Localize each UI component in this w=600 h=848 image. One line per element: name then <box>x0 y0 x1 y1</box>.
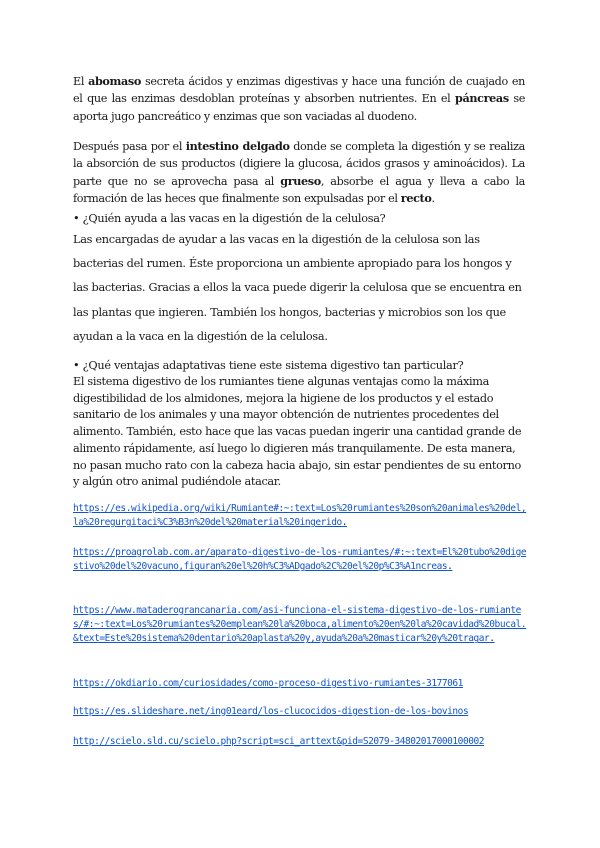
text: Después pasa por el <box>73 140 186 153</box>
link-text[interactable]: https://es.slideshare.net/ing01eard/los-clucocidos-digestion-de-los-bovinos <box>73 706 469 717</box>
link-text[interactable]: https://okdiario.com/curiosidades/como-proceso-digestivo-rumiantes-3177061 <box>73 678 463 689</box>
link-text[interactable]: https://proagrolab.com.ar/aparato-digestivo-de-los-rumiantes/#:~:text=El%20tubo%20digestivo%20del%20vacuno,figuran%20el%20h%C3%ADgado%2C%20el%20p%C3%A1ncreas <box>73 547 527 573</box>
period: . <box>489 633 495 645</box>
text: secreta ácidos y enzimas digestivas y hace una función de cuajado en el que las enzimas desdoblan proteínas y absorben nutrientes. En el <box>73 75 525 106</box>
paragraph-intestino <box>73 138 525 207</box>
period: . <box>447 561 453 573</box>
reference-link-scielo[interactable] <box>73 735 528 749</box>
reference-link-slideshare[interactable] <box>73 705 528 719</box>
bold-term-grueso: grueso <box>280 173 321 188</box>
answer-celulosa: Las encargadas de ayudar a las vacas en la digestión de la celulosa son las bacterias del rumen. Éste proporciona un ambiente apropiado para los hongos y las bacterias. Gracias a ellos la vaca puede digerir la celulosa que se encuentra en las plantas que ingieren. También los hongos, bacterias y microbios son los que ayudan a la vaca en la digestión de la celulosa. <box>73 233 522 343</box>
link-text[interactable]: https://www.mataderograncanaria.com/asi-funciona-el-sistema-digestivo-de-los-rumiantes/#:~:text=Los%20rumiantes%20emplean%20la%20boca,alimento%20en%20la%20cavidad%20bucal.&text=Este%20sistema%20dentario%20aplasta%20y,ayuda%20a%20masticar%20y%20tragar <box>73 605 527 645</box>
answer-ventajas: El sistema digestivo de los rumiantes tiene algunas ventajas como la máxima digestibilidad de los almidones, mejora la higiene de los productos y el estado sanitario de los animales y una mayor obtención de nutrientes procedentes del alimento. También, esto hace que las vacas puedan ingerir una cantidad grande de alimento rápidamente, así luego lo digieren más tranquilamente. De esta manera, no pasan mucho rato con la cabeza hacia abajo, sin estar pendientes de su entorno y algún otro animal pudiéndole atacar. <box>73 375 522 489</box>
question-celulosa: • ¿Quién ayuda a las vacas en la digestión de la celulosa? <box>73 212 386 225</box>
text: El <box>73 75 89 88</box>
bold-term-abomaso: abomaso <box>88 74 141 88</box>
link-text[interactable]: http://scielo.sld.cu/scielo.php?script=sci_arttext&pid=S2079-34802017000100002 <box>73 736 485 747</box>
text: donde se completa la digestión y se realiza la absorción de sus productos (digiere la glucosa, ácidos grasos y aminoácidos). La parte que no se aprovecha pasa al <box>73 140 525 188</box>
paragraph-abomaso <box>73 73 525 125</box>
reference-link-wikipedia[interactable] <box>73 502 528 530</box>
period: . <box>341 517 348 529</box>
reference-link-okdiario[interactable] <box>73 677 528 691</box>
text: , absorbe el agua y lleva a cabo la formación de las heces que finalmente son expulsadas por el <box>73 174 525 205</box>
link-text[interactable]: https://es.wikipedia.org/wiki/Rumiante#:~:text=Los%20rumiantes%20son%20animales%20del,la%20regurgitaci%C3%B3n%20del%20material%20ingerido <box>73 503 527 529</box>
bold-term-recto: recto <box>400 190 432 205</box>
question-ventajas: • ¿Qué ventajas adaptativas tiene este sistema digestivo tan particular? <box>73 359 464 372</box>
text: se aporta jugo pancreático y enzimas que son vaciadas al duodeno. <box>73 92 525 123</box>
reference-link-proagrolab[interactable] <box>73 546 528 574</box>
text: . <box>431 191 435 205</box>
bold-term-intestino-delgado: intestino delgado <box>185 139 290 153</box>
reference-link-matadero[interactable] <box>73 604 528 647</box>
bold-term-pancreas: páncreas <box>454 91 509 106</box>
